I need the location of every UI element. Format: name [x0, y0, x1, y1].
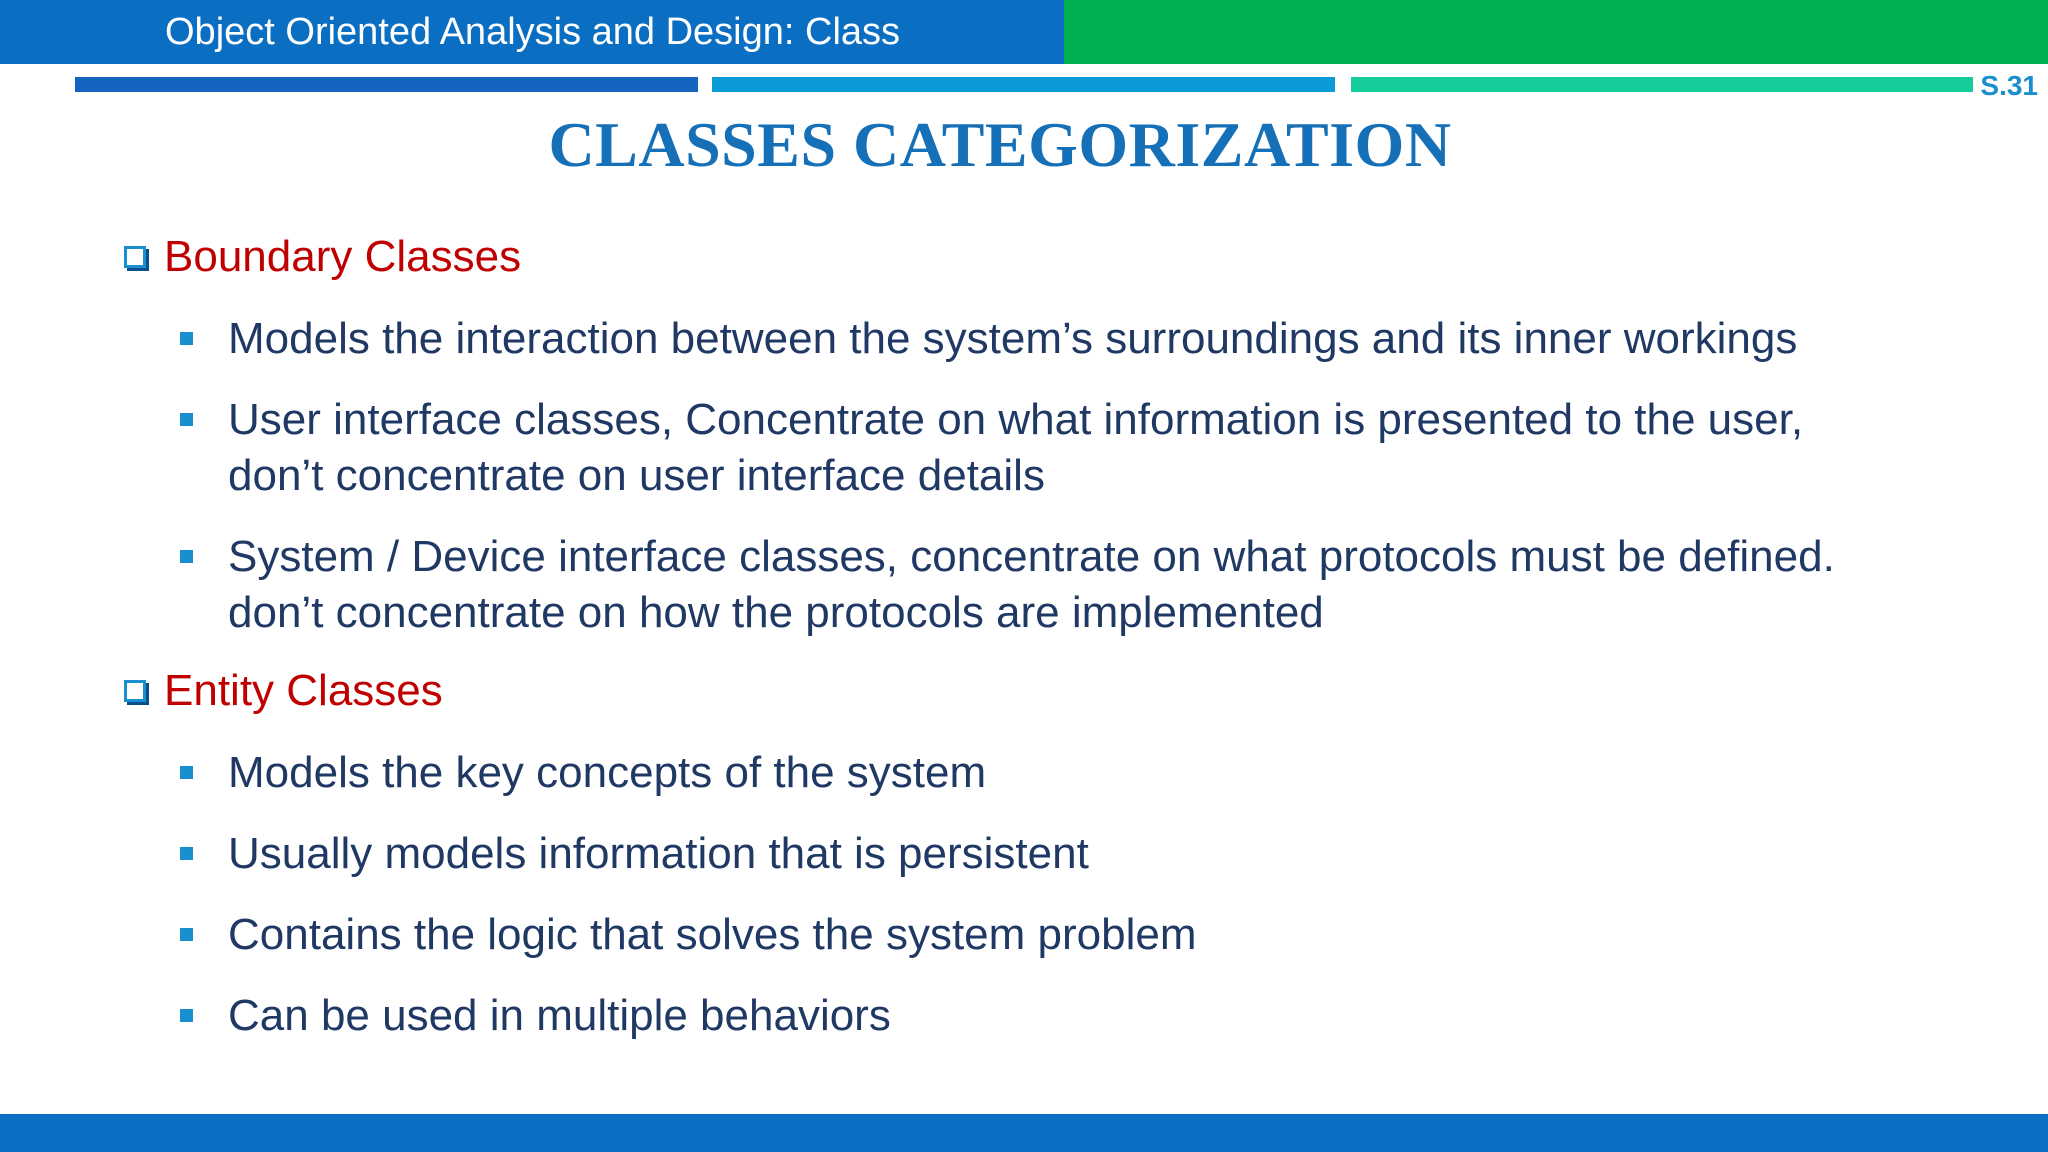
bullet-item	[180, 745, 1980, 801]
slide-title: CLASSES CATEGORIZATION	[548, 109, 1452, 180]
section-heading	[124, 232, 521, 282]
filled-square-bullet-icon	[180, 847, 193, 860]
section-heading	[124, 666, 443, 716]
bullet-text	[228, 907, 1988, 963]
divider-stripe-blue	[75, 77, 698, 92]
hollow-square-icon	[124, 246, 146, 268]
bullet-line: Can be used in multiple behaviors	[228, 991, 891, 1040]
bullet-item	[180, 826, 1980, 882]
divider-stripe-cyan	[712, 77, 1335, 92]
bullet-item	[180, 529, 1980, 641]
slide-number: S.31	[1980, 70, 2038, 101]
bullet-item	[180, 988, 1980, 1044]
bullet-line: don’t concentrate on how the protocols are implemented	[228, 588, 1324, 637]
filled-square-bullet-icon	[180, 928, 193, 941]
bullet-line: Models the interaction between the system’s surroundings and its inner workings	[228, 314, 1798, 363]
bullet-text	[228, 529, 1988, 641]
bullet-line: Usually models information that is persistent	[228, 829, 1089, 878]
filled-square-bullet-icon	[180, 1009, 193, 1022]
bullet-text	[228, 311, 1988, 367]
header-title: Object Oriented Analysis and Design: Class	[165, 11, 901, 53]
bullet-line: don’t concentrate on user interface details	[228, 451, 1045, 500]
divider-stripe-teal	[1351, 77, 1973, 92]
section-label: Entity Classes	[164, 666, 443, 715]
bullet-line: User interface classes, Concentrate on what information is presented to the user,	[228, 395, 1804, 444]
bullet-item	[180, 311, 1980, 367]
bullet-text	[228, 988, 1988, 1044]
bullet-text	[228, 392, 1988, 504]
bullet-line: System / Device interface classes, concentrate on what protocols must be defined.	[228, 532, 1835, 581]
bullet-text	[228, 745, 1988, 801]
section-label: Boundary Classes	[164, 232, 522, 281]
bullet-item	[180, 907, 1980, 963]
bullet-line: Models the key concepts of the system	[228, 748, 987, 797]
bullet-item	[180, 392, 1980, 504]
filled-square-bullet-icon	[180, 332, 193, 345]
filled-square-bullet-icon	[180, 766, 193, 779]
filled-square-bullet-icon	[180, 413, 193, 426]
filled-square-bullet-icon	[180, 550, 193, 563]
footer-bar	[0, 1114, 2048, 1152]
hollow-square-icon	[124, 680, 146, 702]
header-bar-green	[1064, 0, 2048, 64]
bullet-line: Contains the logic that solves the system problem	[228, 910, 1197, 959]
bullet-text	[228, 826, 1988, 882]
